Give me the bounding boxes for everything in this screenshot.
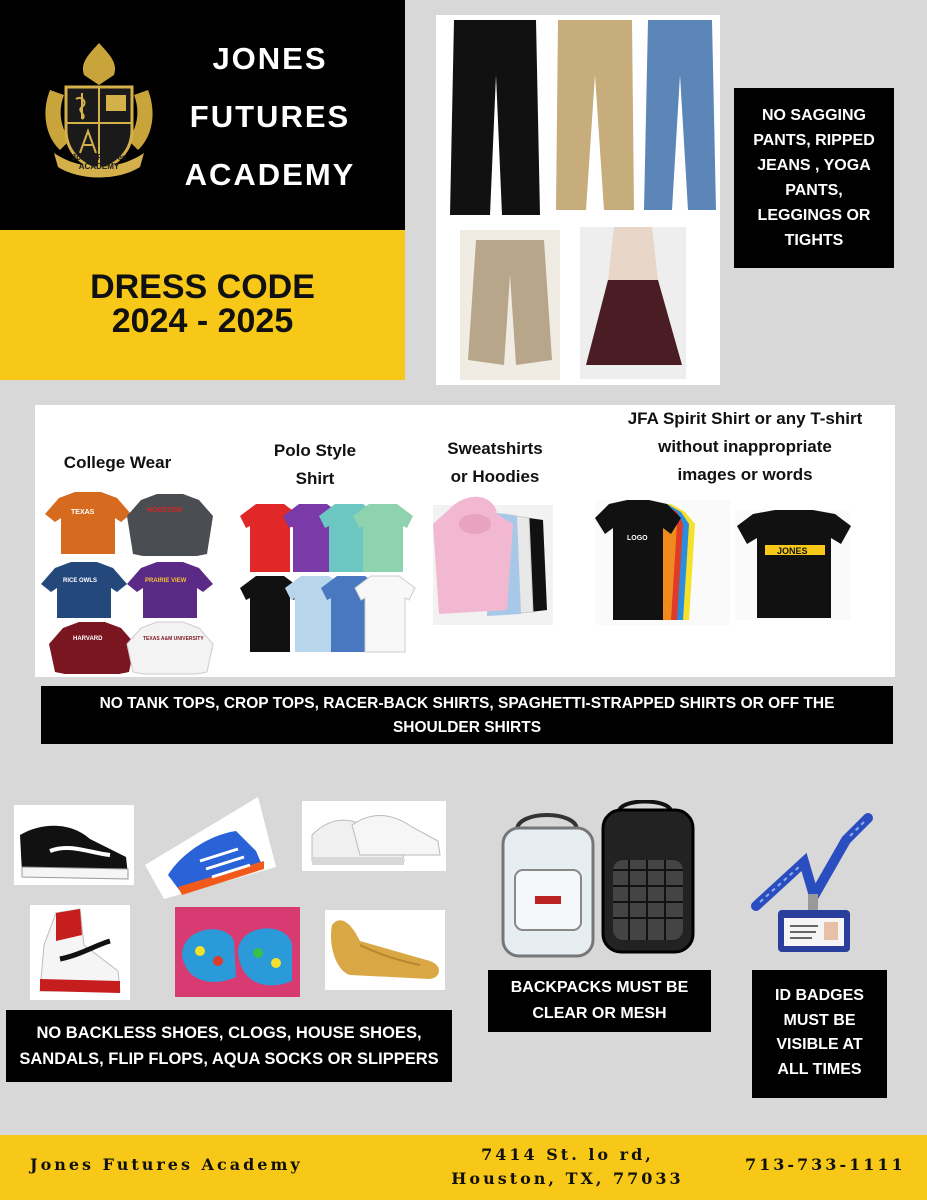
badge-rule-box <box>752 970 887 1098</box>
dress-code-title <box>30 270 375 338</box>
footer-phone: 713-733-1111 <box>745 1155 906 1174</box>
vans-shoe-image <box>14 805 134 885</box>
flat-shoe-image <box>325 910 445 990</box>
college-shirt-text-6: TEXAS A&M UNIVERSITY <box>143 636 204 642</box>
backpack-rule-line1: BACKPACKS MUST BE <box>510 979 689 996</box>
school-name-line3: ACADEMY <box>184 157 356 192</box>
polo-label-line1: Polo Style <box>273 441 357 460</box>
tops-rule-box <box>41 686 893 744</box>
badge-rule-line2: MUST BE <box>783 1011 856 1029</box>
polo-label-line2: Shirt <box>295 469 335 488</box>
footer-address <box>440 1143 695 1191</box>
polo-shirt-label <box>255 437 375 493</box>
polo-shirts-image <box>240 504 415 652</box>
blue-jeans-image <box>644 20 716 210</box>
pleated-skirt-image <box>580 227 686 379</box>
school-name-line1: JONES <box>212 41 328 76</box>
tops-rule-line1: NO TANK TOPS, CROP TOPS, RACER-BACK SHIRTS, SPAGHETTI-STRAPPED SHIRTS OR OFF THE <box>99 695 835 712</box>
sweatshirts-label <box>430 435 560 491</box>
canvas-sneaker-image <box>302 801 446 871</box>
college-shirt-text-3: RICE OWLS <box>63 578 97 584</box>
spirit-label-line3: images or words <box>677 465 813 484</box>
badge-rule-line1: ID BADGES <box>775 987 864 1004</box>
pants-images <box>436 15 720 385</box>
mesh-backpack-image <box>603 802 693 953</box>
tshirt-jones-text: JONES <box>777 546 808 556</box>
black-pants-image <box>450 20 540 215</box>
backpacks-image <box>495 800 700 960</box>
high-top-sneaker-image <box>30 905 130 1000</box>
clear-backpack-image <box>503 815 593 956</box>
spirit-shirt-label <box>600 405 890 489</box>
hoodies-image <box>433 497 553 625</box>
college-shirt-text-5: HARVARD <box>73 636 103 642</box>
clogs-image <box>175 907 300 997</box>
spirit-label-line1: JFA Spirit Shirt or any T-shirt <box>627 409 863 428</box>
id-badge-lanyard-image <box>750 810 875 955</box>
school-name-title <box>170 30 370 204</box>
spirit-tshirts-image <box>595 500 851 625</box>
pants-rule-text: NO SAGGING PANTS, RIPPED JEANS , YOGA PANTS, LEGGINGS OR TIGHTS <box>753 107 875 249</box>
shoes-rule-line1: NO BACKLESS SHOES, CLOGS, HOUSE SHOES, <box>36 1024 422 1042</box>
footer-school-name: Jones Futures Academy <box>30 1155 303 1174</box>
college-shirt-text-2: HOUSTON <box>147 507 182 514</box>
header-logo-block <box>0 0 405 230</box>
shoes-images <box>0 795 460 1005</box>
shoes-rule-box <box>6 1010 452 1082</box>
running-shoe-image <box>145 797 276 899</box>
college-wear-label <box>50 449 185 477</box>
sweat-label-line1: Sweatshirts <box>447 439 543 458</box>
footer-address-line2: Houston, TX, 77033 <box>451 1169 684 1188</box>
tops-images <box>35 490 895 677</box>
college-shirt-text-4: PRAIRIE VIEW <box>145 578 187 584</box>
crest-banner-text <box>40 153 158 171</box>
tops-panel <box>35 405 895 677</box>
pants-panel <box>436 15 720 385</box>
dress-code-title-line2: 2024 - 2025 <box>111 302 294 340</box>
dress-code-title-line1: DRESS CODE <box>90 268 315 306</box>
footer-bar <box>0 1135 927 1200</box>
tops-rule-line2: SHOULDER SHIRTS <box>392 719 542 736</box>
khaki-pants-image <box>556 20 634 210</box>
badge-rule-line3: VISIBLE AT <box>776 1036 863 1053</box>
badge-rule-line4: ALL TIMES <box>777 1060 862 1078</box>
spirit-label-line2: without inappropriate <box>658 437 832 456</box>
backpack-rule-line2: CLEAR OR MESH <box>532 1005 667 1022</box>
khaki-shorts-image <box>460 230 560 380</box>
tshirt-logo-text: LOGO <box>627 535 648 542</box>
sweat-label-line2: or Hoodies <box>450 467 540 486</box>
backpack-rule-box <box>488 970 711 1032</box>
shoes-rule-line2: SANDALS, FLIP FLOPS, AQUA SOCKS OR SLIPPERS <box>19 1050 439 1068</box>
crest-banner-line2: ACADEMY <box>78 162 120 171</box>
dress-code-title-block <box>0 230 405 380</box>
college-shirts-image <box>41 492 213 674</box>
college-shirt-text-1: TEXAS <box>71 509 95 516</box>
college-wear-label-text: College Wear <box>63 453 172 472</box>
crest-banner-line1: Jones Futures <box>71 153 127 162</box>
school-name-line2: FUTURES <box>189 99 351 134</box>
pants-rule-box <box>734 88 894 268</box>
footer-address-line1: 7414 St. lo rd, <box>481 1145 654 1164</box>
